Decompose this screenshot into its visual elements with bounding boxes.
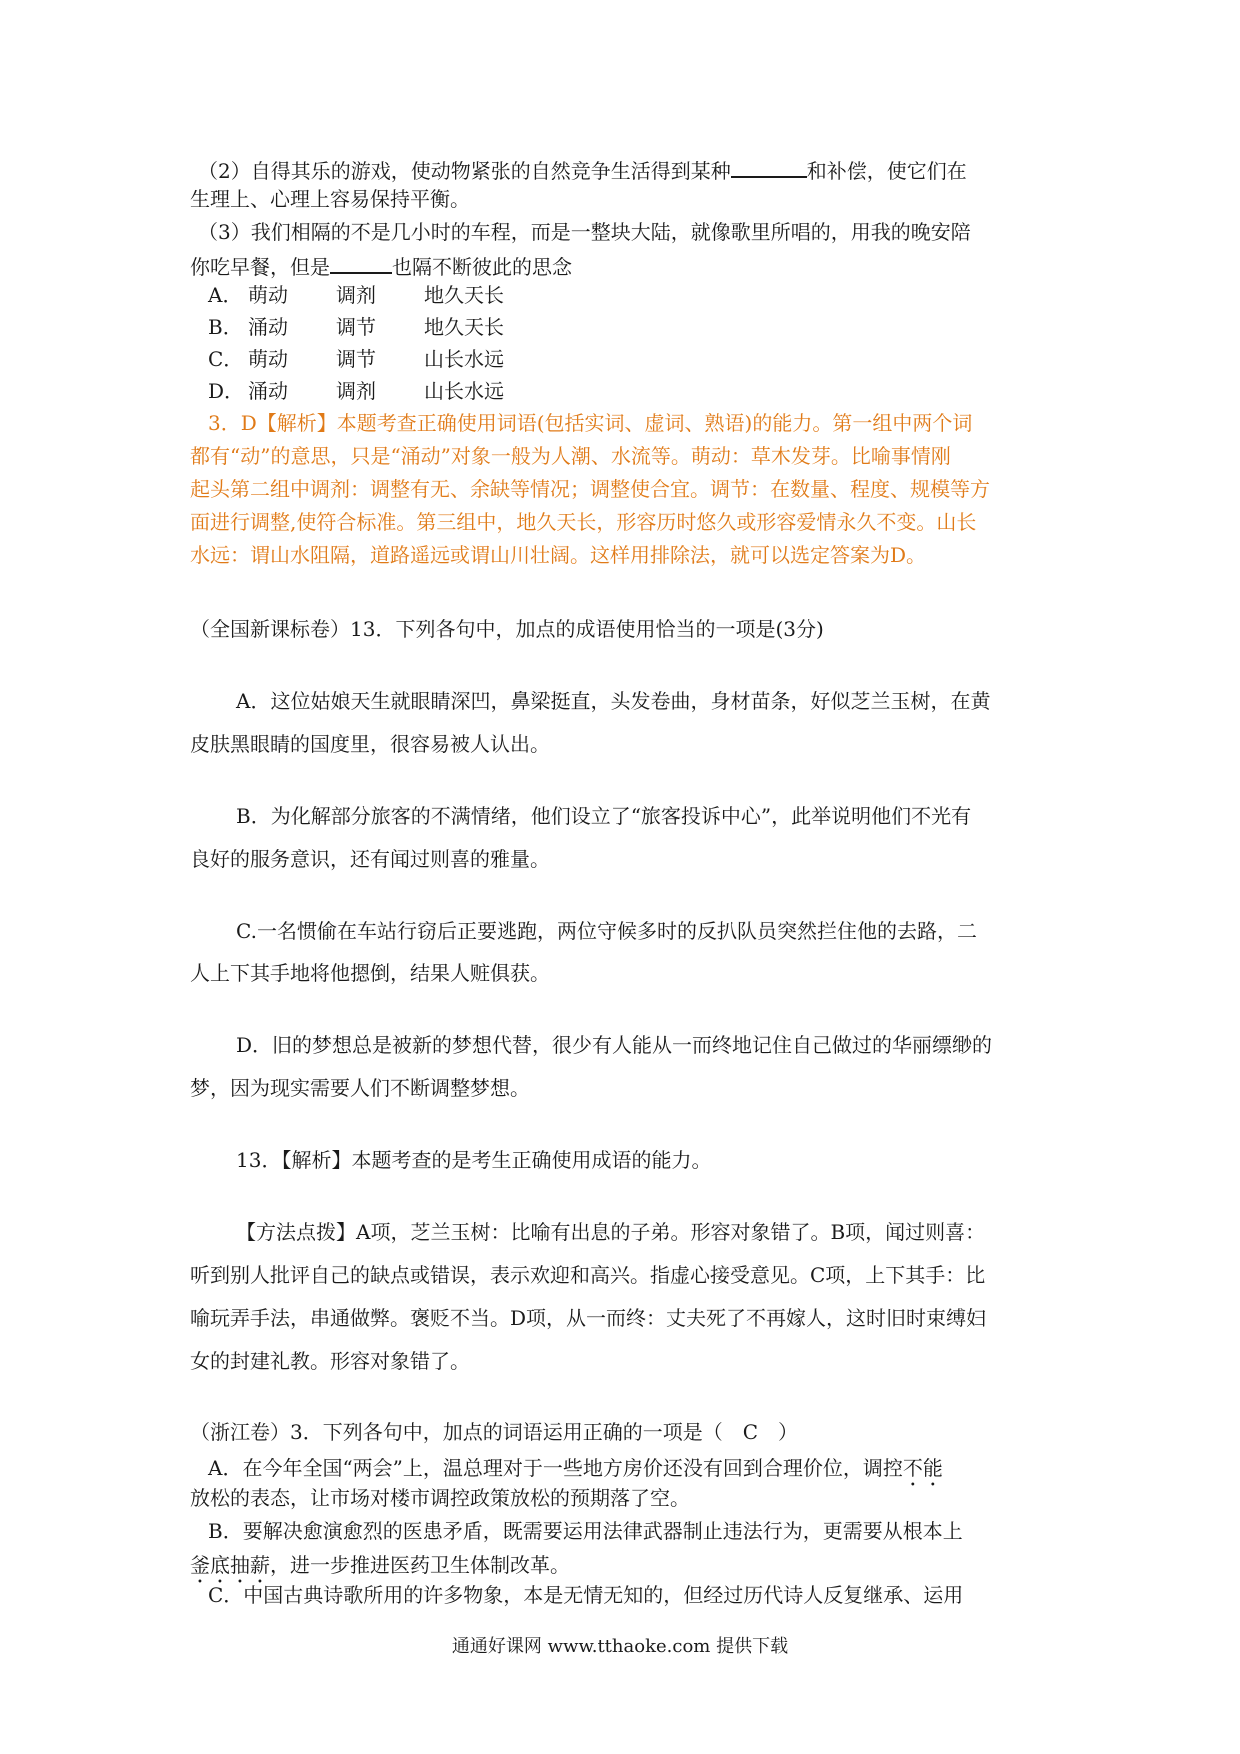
- item-3-line-2: 你吃早餐，但是 也隔不断彼此的思念: [190, 255, 572, 279]
- q13-option-a-line-2: 皮肤黑眼睛的国度里，很容易被人认出。: [190, 732, 550, 756]
- analysis-line-5: 水远：谓山水阻隔，道路遥远或谓山川壮阔。这样用排除法，就可以选定答案为D。: [190, 543, 927, 567]
- zj-q3-stem: （浙江卷）3．下列各句中，加点的词语运用正确的一项是（ C ）: [190, 1420, 799, 1444]
- q13-stem: （全国新课标卷）13．下列各句中，加点的成语使用恰当的一项是(3分): [190, 617, 824, 641]
- zj-q3-option-b-line-1: B．要解决愈演愈烈的医患矛盾，既需要运用法律武器制止违法行为，更需要从根本上: [208, 1519, 963, 1543]
- q13-option-b-line-2: 良好的服务意识，还有闻过则喜的雅量。: [190, 847, 550, 871]
- item-2-line-2: 生理上、心理上容易保持平衡。: [190, 187, 470, 211]
- q13-option-c-line-2: 人上下其手地将他摁倒，结果人赃俱获。: [190, 961, 550, 985]
- zj-q3-option-a-line-2: 放松的表态，让市场对楼市调控政策放松的预期落了空。: [190, 1486, 690, 1510]
- q13-option-d-line-1: D．旧的梦想总是被新的梦想代替，很少有人能从一而终地记住自己做过的华丽缥缈的: [236, 1033, 993, 1057]
- zj-q3-option-a-line-1: A．在今年全国“两会”上，温总理对于一些地方房价还没有回到合理价位，调控不能: [208, 1456, 943, 1480]
- analysis-line-4: 面进行调整,使符合标准。第三组中，地久天长，形容历时悠久或形容爱情永久不变。山长: [190, 510, 977, 534]
- q13-method-line-1: 【方法点拨】A项，芝兰玉树：比喻有出息的子弟。形容对象错了。B项，闻过则喜：: [236, 1220, 986, 1244]
- q13-option-d-line-2: 梦，因为现实需要人们不断调整梦想。: [190, 1076, 530, 1100]
- analysis-line-3: 起头第二组中调剂：调整有无、余缺等情况；调整使合宜。调节：在数量、程度、规模等方: [190, 477, 990, 501]
- q13-method-line-4: 女的封建礼教。形容对象错了。: [190, 1349, 470, 1373]
- item-2-line-1: （2）自得其乐的游戏，使动物紧张的自然竞争生活得到某种 和补偿，使它们在: [198, 159, 967, 183]
- page-footer: 通通好课网 www.tthaoke.com 提供下载: [451, 1636, 789, 1657]
- fill-blank: [330, 254, 392, 274]
- option-c: C． 萌动 调节 山长水远: [208, 347, 504, 371]
- option-d: D． 涌动 调剂 山长水远: [208, 379, 504, 403]
- item-3-line-1: （3）我们相隔的不是几小时的车程，而是一整块大陆，就像歌里所唱的，用我的晚安陪: [198, 220, 971, 244]
- q13-analysis: 13．【解析】本题考查的是考生正确使用成语的能力。: [236, 1148, 712, 1172]
- analysis-line-2: 都有“动”的意思，只是“涌动”对象一般为人潮、水流等。萌动：草木发芽。比喻事情刚: [190, 444, 951, 468]
- zj-q3-option-b-line-2: 釜底抽薪，进一步推进医药卫生体制改革。: [190, 1553, 570, 1577]
- option-a: A． 萌动 调剂 地久天长: [208, 283, 504, 307]
- q13-method-line-2: 听到别人批评自己的缺点或错误，表示欢迎和高兴。指虚心接受意见。C项，上下其手：比: [190, 1263, 986, 1287]
- q13-method-line-3: 喻玩弄手法，串通做弊。褒贬不当。D项，从一而终：丈夫死了不再嫁人，这时旧时束缚妇: [190, 1306, 987, 1330]
- zj-q3-option-c-line-1: C．中国古典诗歌所用的许多物象，本是无情无知的，但经过历代诗人反复继承、运用: [208, 1583, 964, 1607]
- fill-blank: [731, 158, 807, 178]
- option-b: B． 涌动 调节 地久天长: [208, 315, 504, 339]
- q13-option-a-line-1: A．这位姑娘天生就眼睛深凹，鼻梁挺直，头发卷曲，身材苗条，好似芝兰玉树，在黄: [236, 689, 991, 713]
- q13-option-b-line-1: B．为化解部分旅客的不满情绪，他们设立了“旅客投诉中心”，此举说明他们不光有: [236, 804, 972, 828]
- analysis-line-1: 3．D【解析】本题考查正确使用词语(包括实词、虚词、熟语)的能力。第一组中两个词: [208, 411, 973, 435]
- q13-option-c-line-1: C.一名惯偷在车站行窃后正要逃跑，两位守候多时的反扒队员突然拦住他的去路，二: [236, 919, 977, 943]
